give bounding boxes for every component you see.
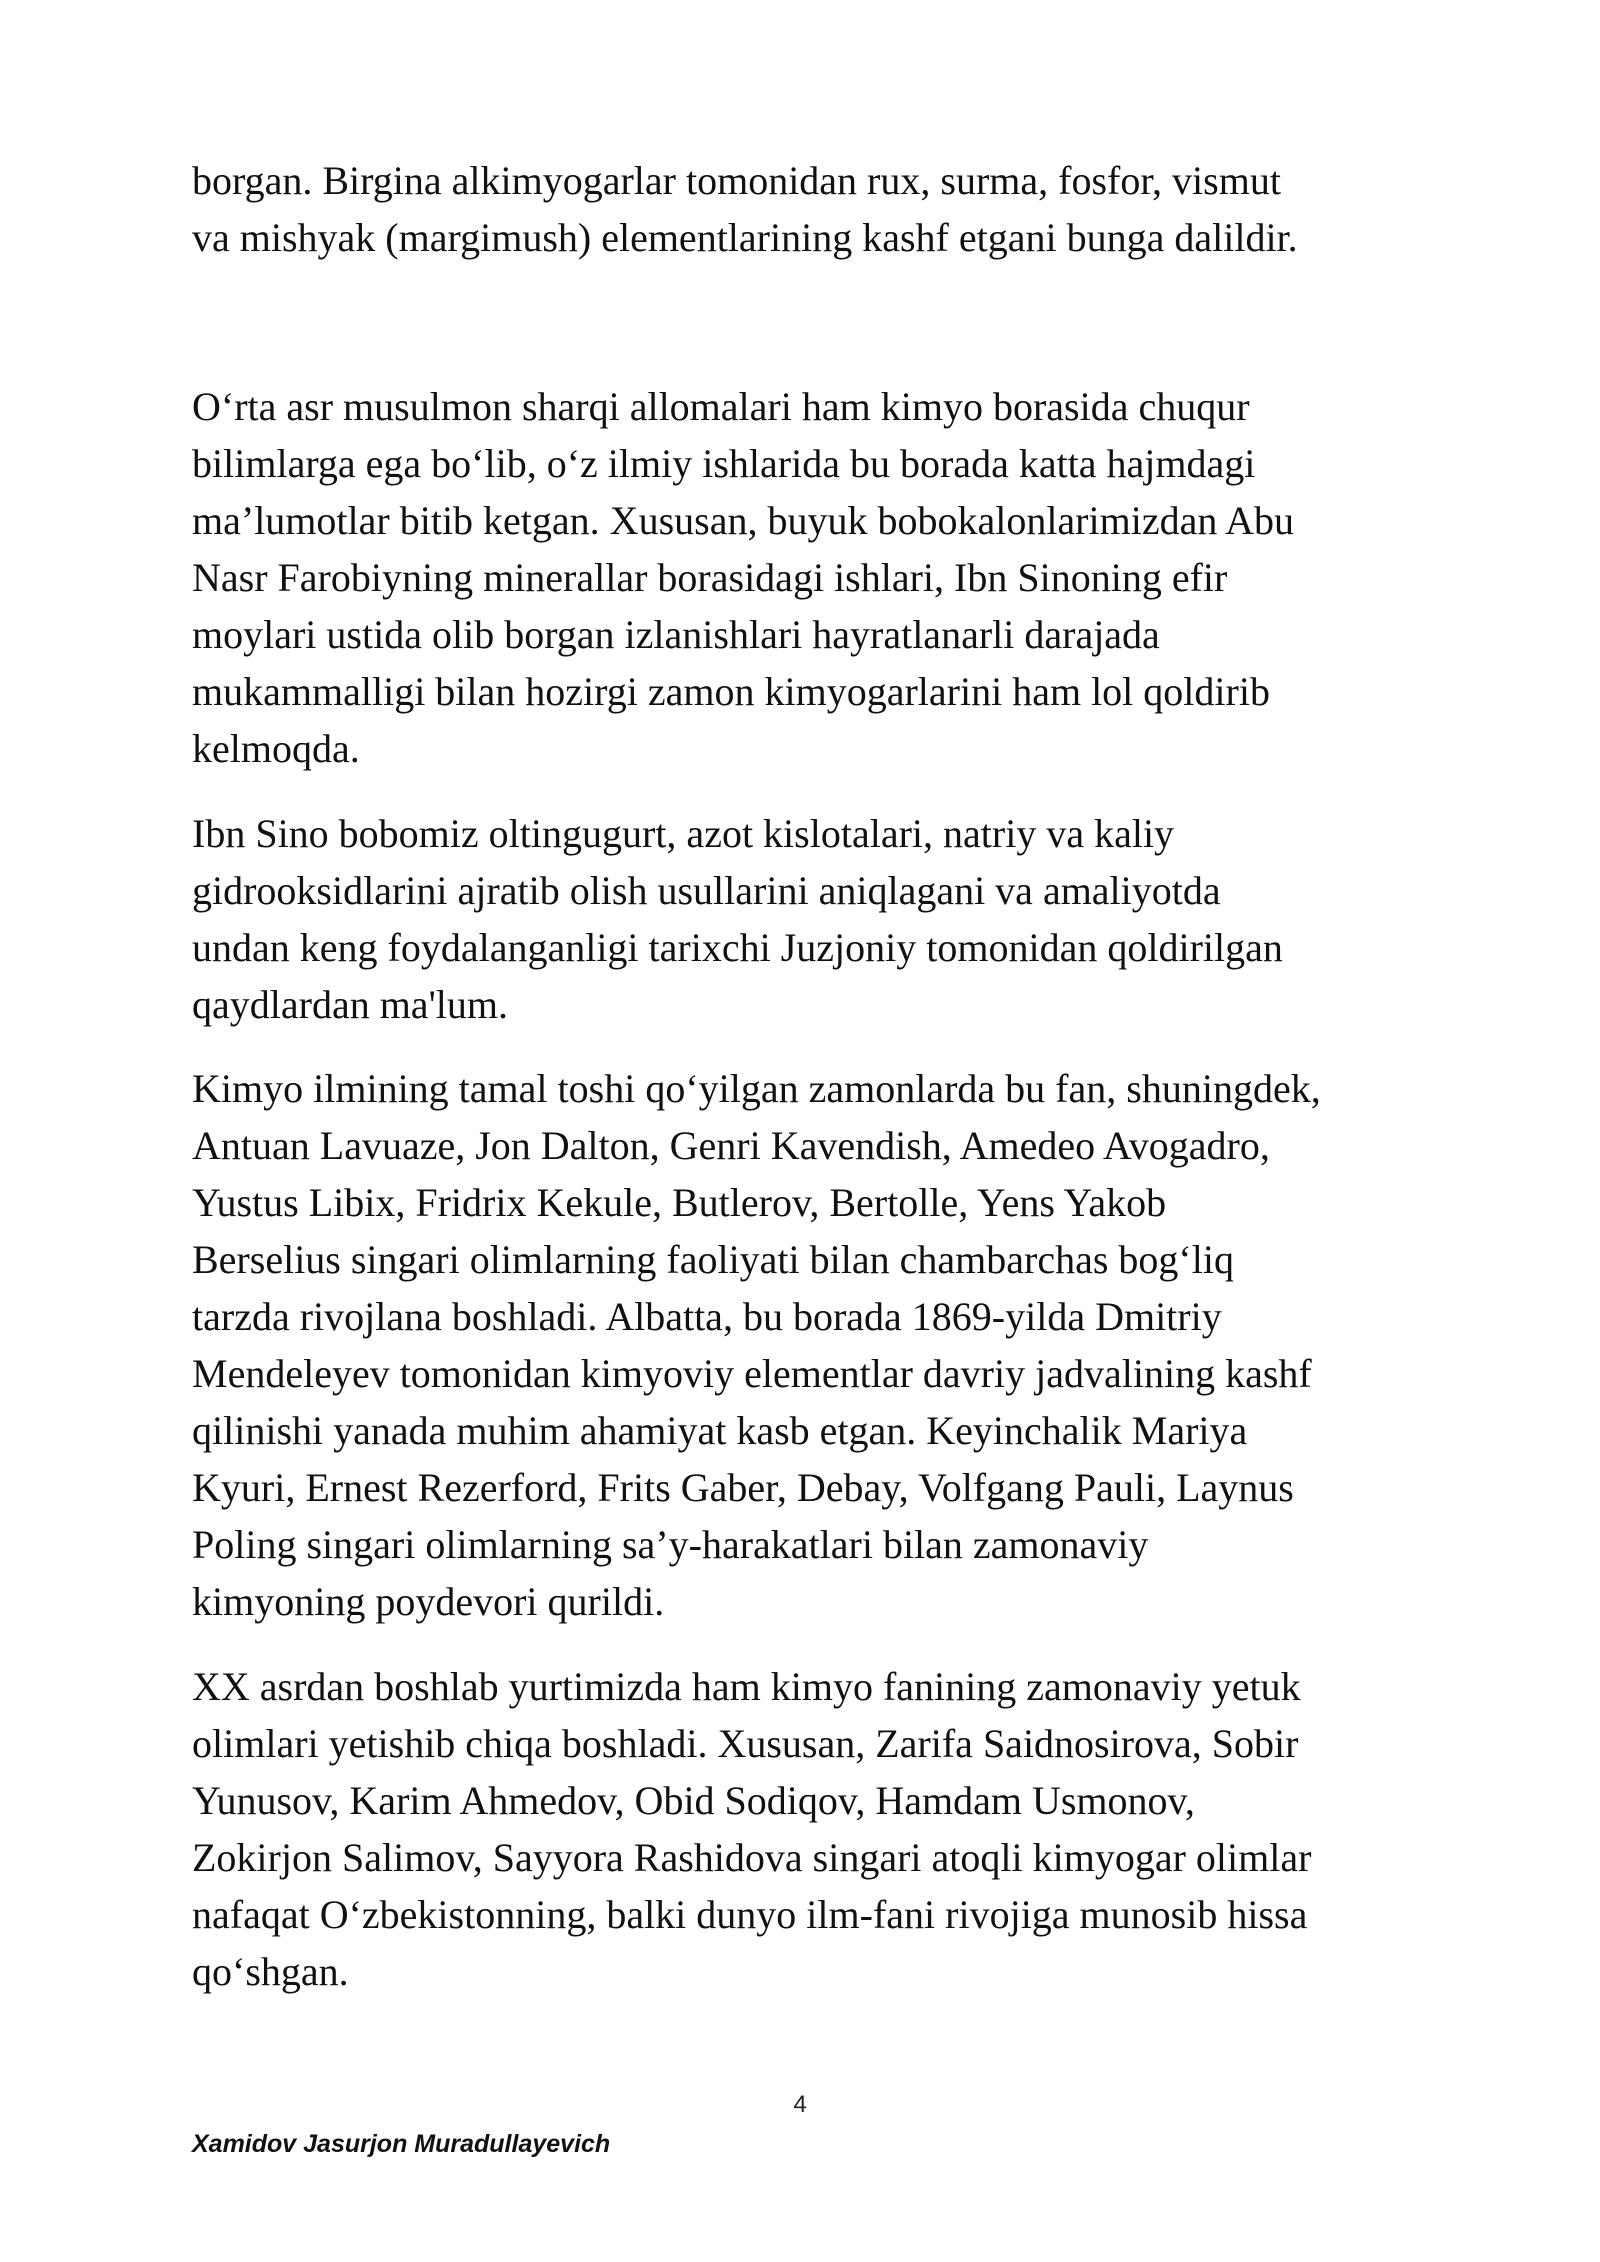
text-line: qo‘shgan. xyxy=(192,1949,349,1994)
text-line: Yustus Libix, Fridrix Kekule, Butlerov, Bertolle, Yens Yakob xyxy=(192,1180,1167,1225)
text-line: qilinishi yanada muhim ahamiyat kasb etgan. Keyinchalik Mariya xyxy=(192,1408,1248,1453)
paragraph-5 xyxy=(192,1658,1424,2000)
text-line: XX asrdan boshlab yurtimizda ham kimyo fanining zamonaviy yetuk xyxy=(192,1664,1301,1709)
footer-author: Xamidov Jasurjon Muradullayevich xyxy=(192,2130,611,2158)
text-line: Antuan Lavuaze, Jon Dalton, Genri Kavendish, Amedeo Avogadro, xyxy=(192,1123,1270,1168)
text-line: va mishyak (margimush) elementlarining kashf etgani bunga dalildir. xyxy=(192,215,1298,260)
text-line: Poling singari olimlarning sa’y-harakatlari bilan zamonaviy xyxy=(192,1522,1149,1567)
text-line: borgan. Birgina alkimyogarlar tomonidan rux, surma, fosfor, vismut xyxy=(192,158,1281,203)
paragraph-1 xyxy=(192,152,1424,266)
text-line: Zokirjon Salimov, Sayyora Rashidova singari atoqli kimyogar olimlar xyxy=(192,1835,1312,1880)
paragraph-4 xyxy=(192,1060,1424,1630)
text-line: Berselius singari olimlarning faoliyati bilan chambarchas bog‘liq xyxy=(192,1237,1234,1282)
text-line: kimyoning poydevori qurildi. xyxy=(192,1579,665,1624)
text-line: qaydlardan ma'lum. xyxy=(192,982,508,1027)
paragraph-2 xyxy=(192,378,1424,777)
text-line: ma’lumotlar bitib ketgan. Xususan, buyuk bobokalonlarimizdan Abu xyxy=(192,498,1295,543)
text-line: bilimlarga ega bo‘lib, o‘z ilmiy ishlarida bu borada katta hajmdagi xyxy=(192,441,1256,486)
text-line: Kimyo ilmining tamal toshi qo‘yilgan zamonlarda bu fan, shuningdek, xyxy=(192,1066,1321,1111)
text-line: olimlari yetishib chiqa boshladi. Xususan, Zarifa Saidnosirova, Sobir xyxy=(192,1721,1299,1766)
text-line: kelmoqda. xyxy=(192,726,360,771)
text-line: tarzda rivojlana boshladi. Albatta, bu borada 1869-yilda Dmitriy xyxy=(192,1294,1222,1339)
text-line: mukammalligi bilan hozirgi zamon kimyogarlarini ham lol qoldirib xyxy=(192,669,1270,714)
text-line: undan keng foydalanganligi tarixchi Juzjoniy tomonidan qoldirilgan xyxy=(192,925,1283,970)
text-line: moylari ustida olib borgan izlanishlari hayratlanarli darajada xyxy=(192,612,1160,657)
text-line: Ibn Sino bobomiz oltingugurt, azot kislotalari, natriy va kaliy xyxy=(192,811,1175,856)
paragraph-3 xyxy=(192,805,1424,1033)
text-line: gidrooksidlarini ajratib olish usullarini aniqlagani va amaliyotda xyxy=(192,868,1221,913)
page-number: 4 xyxy=(793,2091,807,2118)
text-line: O‘rta asr musulmon sharqi allomalari ham kimyo borasida chuqur xyxy=(192,384,1250,429)
text-line: Yunusov, Karim Ahmedov, Obid Sodiqov, Hamdam Usmonov, xyxy=(192,1778,1195,1823)
text-line: nafaqat O‘zbekistonning, balki dunyo ilm-fani rivojiga munosib hissa xyxy=(192,1892,1308,1937)
text-line: Nasr Farobiyning minerallar borasidagi ishlari, Ibn Sinoning efir xyxy=(192,555,1228,600)
text-line: Kyuri, Ernest Rezerford, Frits Gaber, Debay, Volfgang Pauli, Laynus xyxy=(192,1465,1294,1510)
text-line: Mendeleyev tomonidan kimyoviy elementlar davriy jadvalining kashf xyxy=(192,1351,1312,1396)
